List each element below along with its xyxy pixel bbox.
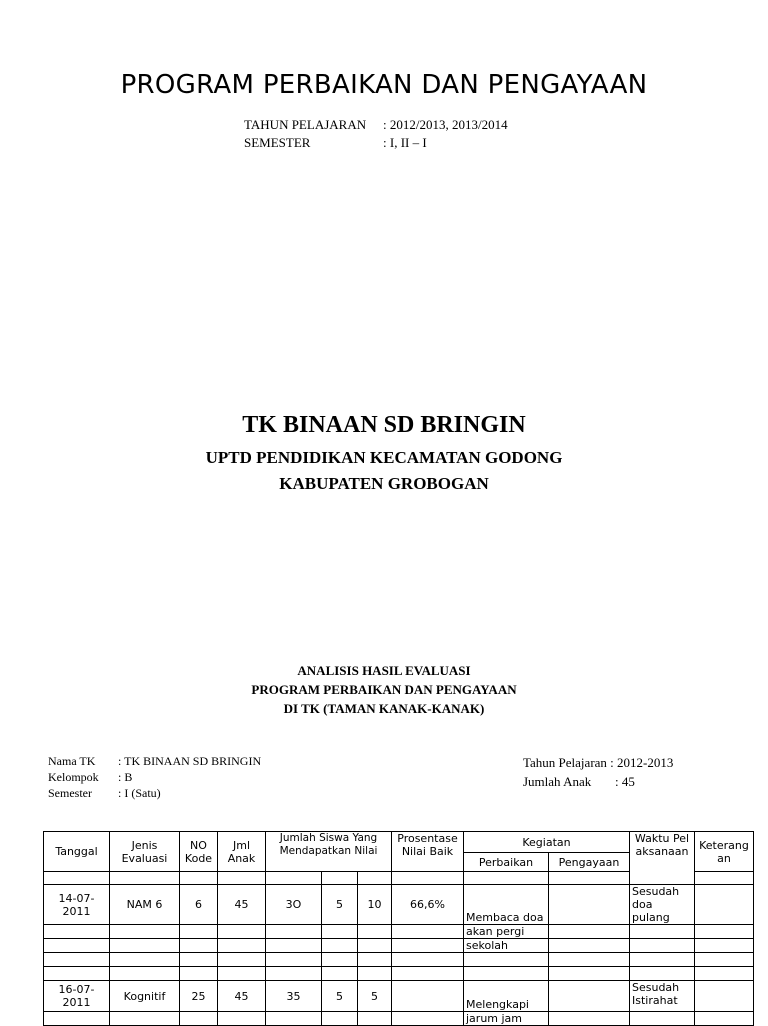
info-jumlah-value: : 45 xyxy=(615,774,635,789)
empty-cell xyxy=(266,925,322,939)
cell-perbaikan: Membaca doa xyxy=(464,885,549,925)
cell-pengayaan xyxy=(549,885,630,925)
empty-cell xyxy=(44,872,110,885)
empty-cell xyxy=(180,939,218,953)
header-prosentase: Prosentase Nilai Baik xyxy=(392,832,464,872)
school-line-2: UPTD PENDIDIKAN KECAMATAN GODONG xyxy=(205,448,563,467)
info-semester-value: : I (Satu) xyxy=(118,786,161,800)
empty-cell xyxy=(464,967,549,981)
empty-cell xyxy=(630,967,695,981)
empty-cell xyxy=(358,939,392,953)
cell-nilai-1: 35 xyxy=(266,981,322,1012)
empty-cell xyxy=(180,967,218,981)
empty-cell xyxy=(322,939,358,953)
empty-cell xyxy=(218,939,266,953)
empty-cell xyxy=(695,939,754,953)
info-semester xyxy=(48,786,161,801)
evaluation-table xyxy=(43,831,754,1026)
empty-cell xyxy=(218,1012,266,1026)
meta-tahun-label: TAHUN PELAJARAN xyxy=(244,117,367,132)
empty-cell xyxy=(110,967,180,981)
analysis-title-1: ANALISIS HASIL EVALUASI xyxy=(297,663,471,678)
table-row xyxy=(44,981,754,1012)
empty-cell xyxy=(392,925,464,939)
info-kelompok xyxy=(48,770,132,785)
empty-cell xyxy=(266,967,322,981)
cell-perbaikan: sekolah xyxy=(464,939,549,953)
cell-nilai-1: 3O xyxy=(266,885,322,925)
table-row xyxy=(44,967,754,981)
info-tahun-label: Tahun Pelajaran xyxy=(523,755,607,770)
info-tahun-value: : 2012-2013 xyxy=(610,755,674,770)
page-title: PROGRAM PERBAIKAN DAN PENGAYAAN xyxy=(120,70,648,100)
empty-cell xyxy=(218,967,266,981)
cell-nilai-3: 10 xyxy=(358,885,392,925)
empty-cell xyxy=(322,925,358,939)
cell-prosentase xyxy=(392,981,464,1012)
empty-cell xyxy=(110,953,180,967)
info-tahun-pelajaran xyxy=(523,755,673,771)
empty-cell xyxy=(218,872,266,885)
analysis-title-3: DI TK (TAMAN KANAK-KANAK) xyxy=(283,701,485,716)
cell-tanggal: 16-07-2011 xyxy=(44,981,110,1012)
empty-cell xyxy=(392,953,464,967)
header-jml-anak: Jml Anak xyxy=(218,832,266,872)
cell-waktu: Sesudah doa pulang xyxy=(630,885,695,925)
empty-cell xyxy=(218,953,266,967)
info-nama-label: Nama TK xyxy=(48,754,96,768)
empty-cell xyxy=(630,953,695,967)
cell-nilai-2: 5 xyxy=(322,981,358,1012)
info-semester-label: Semester xyxy=(48,786,92,800)
table-row xyxy=(44,885,754,925)
empty-cell xyxy=(392,872,464,885)
empty-cell xyxy=(358,925,392,939)
empty-cell xyxy=(695,872,754,885)
info-kelompok-value: : B xyxy=(118,770,133,784)
meta-semester-value: : I, II – I xyxy=(383,135,427,150)
empty-cell xyxy=(358,1012,392,1026)
table-row xyxy=(44,939,754,953)
empty-cell xyxy=(392,967,464,981)
cell-pengayaan xyxy=(549,981,630,1012)
empty-cell xyxy=(392,1012,464,1026)
empty-cell xyxy=(322,967,358,981)
empty-cell xyxy=(322,1012,358,1026)
info-kelompok-label: Kelompok xyxy=(48,770,99,784)
empty-cell xyxy=(180,872,218,885)
empty-cell xyxy=(266,953,322,967)
header-tanggal: Tanggal xyxy=(44,832,110,872)
cell-tanggal: 14-07-2011 xyxy=(44,885,110,925)
empty-cell xyxy=(110,872,180,885)
empty-cell xyxy=(180,925,218,939)
empty-cell xyxy=(549,953,630,967)
info-nama-value: : TK BINAAN SD BRINGIN xyxy=(118,754,262,768)
cell-perbaikan: akan pergi xyxy=(464,925,549,939)
header-keterangan: Keterangan xyxy=(695,832,754,872)
empty-cell xyxy=(358,953,392,967)
cell-perbaikan: jarum jam xyxy=(464,1012,549,1026)
empty-cell xyxy=(322,872,358,885)
empty-cell xyxy=(110,925,180,939)
empty-cell xyxy=(110,939,180,953)
cell-jenis: NAM 6 xyxy=(110,885,180,925)
meta-semester xyxy=(244,135,427,151)
school-line-3: KABUPATEN GROBOGAN xyxy=(279,474,489,493)
empty-cell xyxy=(549,872,630,885)
cell-perbaikan: Melengkapi xyxy=(464,981,549,1012)
empty-cell xyxy=(266,1012,322,1026)
cell-kode: 25 xyxy=(180,981,218,1012)
empty-cell xyxy=(392,939,464,953)
table-row xyxy=(44,1012,754,1026)
empty-cell xyxy=(630,925,695,939)
empty-cell xyxy=(464,872,549,885)
empty-cell xyxy=(549,1012,630,1026)
analysis-title-2: PROGRAM PERBAIKAN DAN PENGAYAAN xyxy=(251,682,517,697)
cell-waktu: Sesudah Istirahat xyxy=(630,981,695,1012)
info-jumlah-label: Jumlah Anak xyxy=(523,774,592,789)
cell-jml: 45 xyxy=(218,981,266,1012)
cell-jenis: Kognitif xyxy=(110,981,180,1012)
empty-cell xyxy=(695,967,754,981)
table-header-row xyxy=(44,832,754,853)
empty-cell xyxy=(266,939,322,953)
info-jumlah-anak xyxy=(523,774,635,790)
empty-cell xyxy=(358,872,392,885)
empty-cell xyxy=(44,939,110,953)
header-jumlah-siswa: Jumlah Siswa Yang Mendapatkan Nilai xyxy=(266,832,392,872)
cell-keterangan xyxy=(695,885,754,925)
meta-tahun-value: : 2012/2013, 2013/2014 xyxy=(383,117,508,132)
empty-cell xyxy=(44,953,110,967)
empty-cell xyxy=(695,925,754,939)
table-row xyxy=(44,953,754,967)
empty-cell xyxy=(549,925,630,939)
empty-cell xyxy=(180,1012,218,1026)
header-jenis-evaluasi: Jenis Evaluasi xyxy=(110,832,180,872)
header-waktu: Waktu Pelaksanaan xyxy=(630,832,695,885)
cell-jml: 45 xyxy=(218,885,266,925)
empty-cell xyxy=(44,1012,110,1026)
empty-cell xyxy=(549,939,630,953)
empty-cell xyxy=(630,1012,695,1026)
empty-cell xyxy=(218,925,266,939)
cell-nilai-3: 5 xyxy=(358,981,392,1012)
empty-cell xyxy=(44,925,110,939)
table-row xyxy=(44,925,754,939)
cell-prosentase: 66,6% xyxy=(392,885,464,925)
cell-kode: 6 xyxy=(180,885,218,925)
empty-cell xyxy=(266,872,322,885)
empty-cell xyxy=(322,953,358,967)
empty-cell xyxy=(180,953,218,967)
header-no-kode: NO Kode xyxy=(180,832,218,872)
header-pengayaan: Pengayaan xyxy=(549,853,630,872)
empty-cell xyxy=(630,939,695,953)
empty-cell xyxy=(695,953,754,967)
empty-cell xyxy=(358,967,392,981)
empty-cell xyxy=(695,1012,754,1026)
school-name: TK BINAAN SD BRINGIN xyxy=(242,412,526,438)
cell-keterangan xyxy=(695,981,754,1012)
info-nama-tk xyxy=(48,754,261,769)
empty-cell xyxy=(464,953,549,967)
header-kegiatan: Kegiatan xyxy=(464,832,630,853)
empty-cell xyxy=(549,967,630,981)
meta-tahun xyxy=(244,117,508,133)
cell-nilai-2: 5 xyxy=(322,885,358,925)
empty-cell xyxy=(44,967,110,981)
meta-semester-label: SEMESTER xyxy=(244,135,311,150)
empty-cell xyxy=(110,1012,180,1026)
header-perbaikan: Perbaikan xyxy=(464,853,549,872)
